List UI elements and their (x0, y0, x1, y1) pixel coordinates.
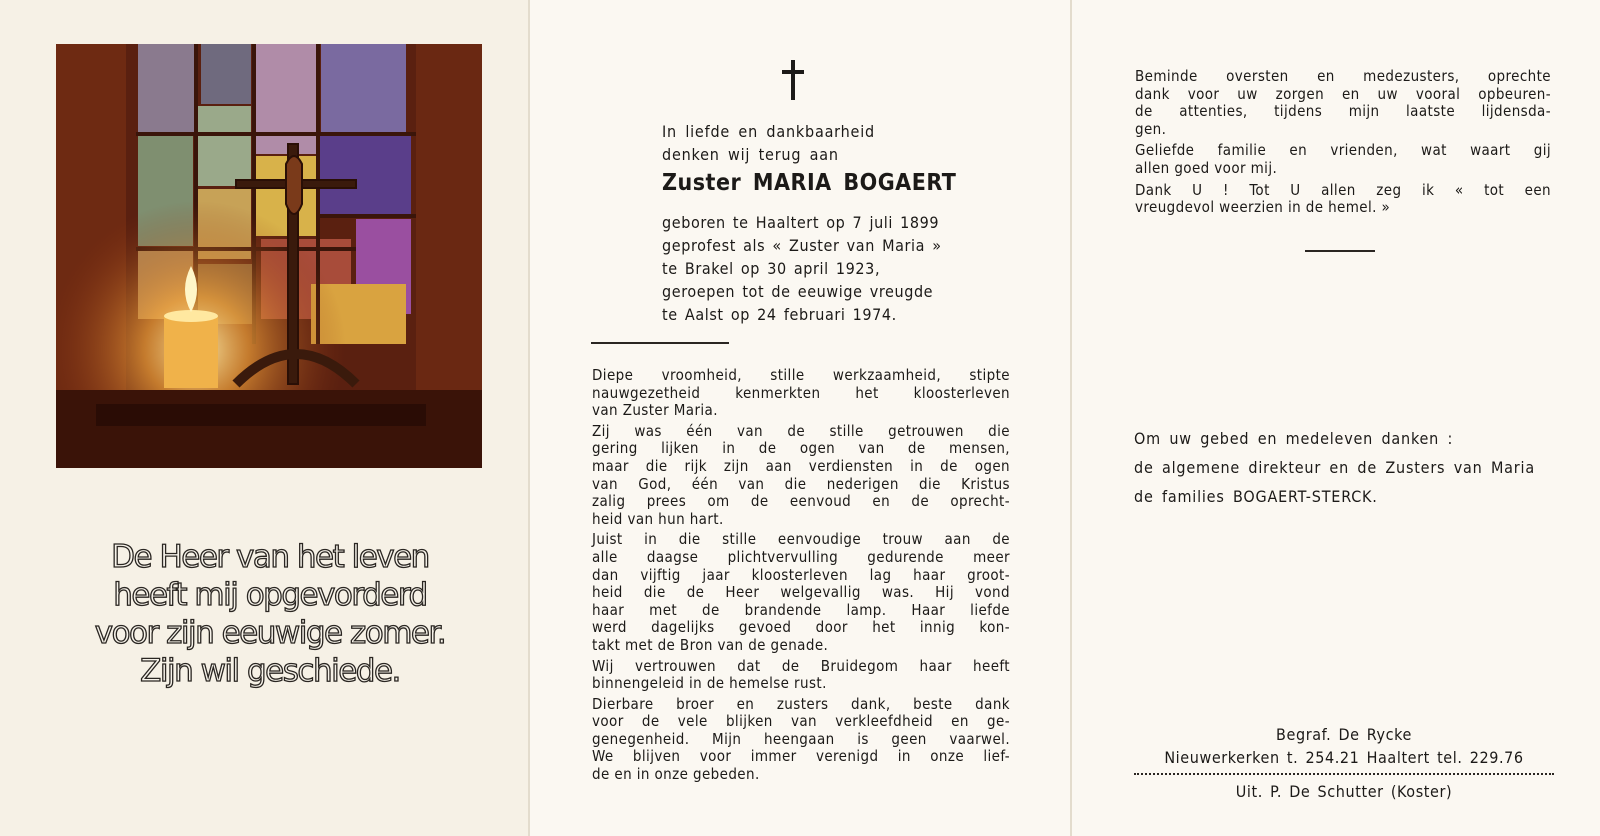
intro-line: In liefde en dankbaarheid (662, 122, 875, 141)
biography-dates (662, 211, 1007, 326)
eulogy-line: alle daagse plichtvervulling gedurende meer (592, 547, 1010, 566)
divider (1305, 250, 1375, 252)
eulogy-line: voor de vele blijken van verkleefdheid en ge- (592, 712, 1010, 731)
printer-imprint (1128, 723, 1560, 803)
verse-line: De Heer van het leven (111, 539, 429, 575)
undertaker-line: Begraf. De Rycke (1276, 725, 1412, 744)
eulogy-line: Dierbare broer en zusters dank, beste dank (592, 694, 1010, 713)
eulogy-line: van Zuster Maria. (592, 401, 718, 420)
eulogy-line: dan vijftig jaar kloosterleven lag haar groot- (592, 565, 1010, 584)
bio-line: geprofest als « Zuster van Maria » (662, 236, 942, 255)
verse-line: voor zijn eeuwige zomer. (94, 615, 446, 651)
eulogy-line: heid van hun hart. (592, 509, 724, 528)
eulogy-text (592, 364, 1010, 787)
eulogy-line: Diepe vroomheid, stille werkzaamheid, stipte (592, 366, 1010, 384)
eulogy-line: heid die de Heer welgevallig was. Hij vond (592, 583, 1010, 602)
eulogy-line: binnengeleid in de hemelse rust. (592, 674, 827, 693)
eulogy-line: Zij was één van de stille getrouwen die (592, 421, 1010, 440)
eulogy-line: maar die rijk zijn aan verdiensten in de ogen (592, 456, 1010, 475)
deceased-name: Zuster MARIA BOGAERT (662, 170, 957, 196)
farewell-text (1135, 64, 1551, 221)
eulogy-line: genegenheid. Mijn heengaan is geen vaarwel. (592, 729, 1010, 748)
intro-line: denken wij terug aan (662, 145, 839, 164)
eulogy-line: de en in onze gebeden. (592, 765, 760, 784)
dotted-divider (1134, 773, 1554, 775)
bio-line: te Aalst op 24 februari 1974. (662, 305, 897, 324)
verse-line: Zijn wil geschiede. (140, 653, 400, 689)
eulogy-line: van God, één van die nederigen die Kristus (592, 474, 1010, 493)
undertaker-contact-line: Nieuwerkerken t. 254.21 Haaltert tel. 229.76 (1164, 748, 1524, 767)
publisher-line: Uit. P. De Schutter (Koster) (1235, 782, 1453, 801)
bio-line: geboren te Haaltert op 7 juli 1899 (662, 213, 940, 232)
eulogy-line: zalig prees om de eenvoud en de oprecht- (592, 492, 1010, 511)
farewell-line: de attenties, tijdens mijn laatste lijdensda- (1135, 102, 1551, 121)
farewell-line: dank voor uw zorgen en uw vooral opbeuren- (1135, 84, 1551, 103)
eulogy-line: haar met de brandende lamp. Haar liefde (592, 600, 1010, 619)
farewell-line: gen. (1135, 119, 1167, 138)
verse-line: heeft mij opgevorderd (113, 577, 427, 613)
eulogy-line: Juist in die stille eenvoudige trouw aan de (592, 530, 1010, 549)
farewell-line: vreugdevol weerzien in de hemel. » (1135, 198, 1391, 217)
farewell-line: Dank U ! Tot U allen zeg ik « tot een (1135, 180, 1551, 199)
bio-line: te Brakel op 30 april 1923, (662, 259, 881, 278)
eulogy-line: nauwgezetheid kenmerkten het kloosterleven (592, 383, 1010, 402)
cross-icon (780, 60, 806, 100)
eulogy-line: gering lijken in de ogen van de mensen, (592, 439, 1010, 458)
farewell-line: Geliefde familie en vrienden, wat waart gij (1135, 141, 1551, 160)
thanks-line: de algemene direkteur en de Zusters van Maria (1134, 458, 1535, 477)
eulogy-line: takt met de Bron van de genade. (592, 635, 829, 654)
eulogy-line: We blijven voor immer verenigd in onze lief- (592, 747, 1010, 766)
intro-text (662, 120, 875, 166)
divider (591, 342, 729, 344)
farewell-line: allen goed voor mij. (1135, 158, 1278, 177)
left-card-panel (0, 0, 528, 836)
farewell-line: Beminde oversten en medezusters, oprechte (1135, 67, 1551, 85)
thanks-line: Om uw gebed en medeleven danken : (1134, 429, 1454, 448)
acknowledgements (1134, 428, 1554, 515)
stained-glass-crucifix-image (56, 44, 482, 468)
bio-line: geroepen tot de eeuwige vreugde (662, 282, 934, 301)
eulogy-line: werd dagelijks gevoed door het innig kon- (592, 618, 1010, 637)
eulogy-line: Wij vertrouwen dat de Bruidegom haar heeft (592, 656, 1010, 675)
memorial-verse (40, 538, 500, 690)
thanks-line: de families BOGAERT-STERCK. (1134, 487, 1378, 506)
